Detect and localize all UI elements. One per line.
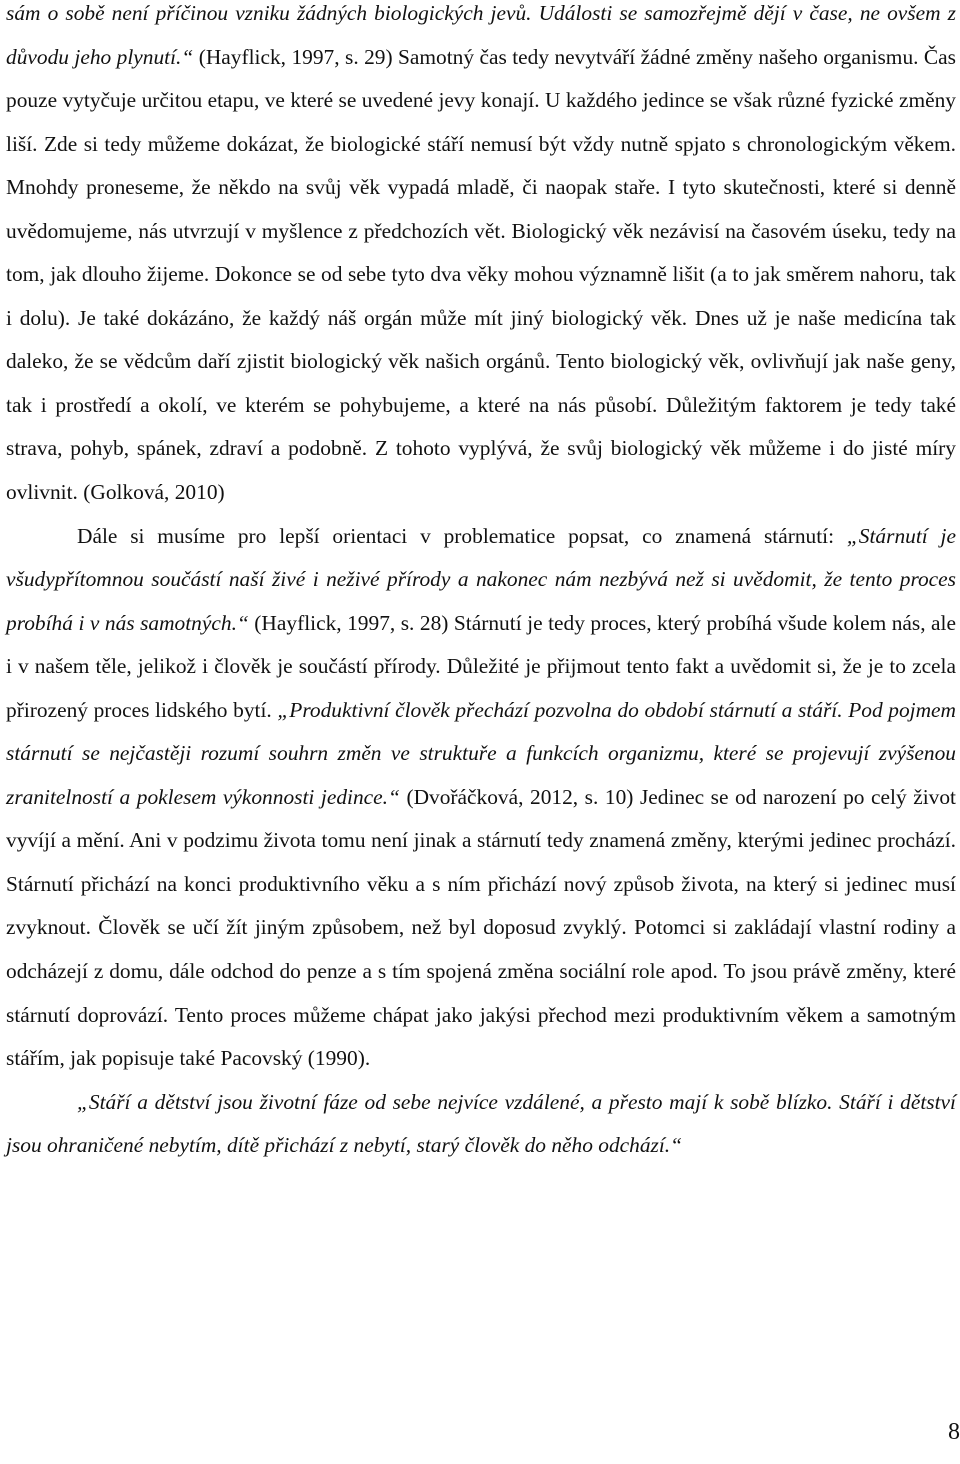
body-text: (Hayflick, 1997, s. 28) Stárnutí je tedy proces, který probíhá všude kolem nás, ale i v našem těle, jelikož i člověk je součástí přírody. Důležité je přijmout tento fakt a uvědomit si, že je to zcela přirozený proces lidského bytí. (6, 610, 956, 722)
document-page (6, 0, 956, 1464)
quote-hayflick: „Stárnutí je všudypřítomnou součástí naší živé i neživé přírody a nakonec nám nezbývá než si uvědomit, že tento proces probíhá i v nás samotných.“ (6, 523, 956, 635)
paragraph-closing-quote (6, 1081, 956, 1168)
quote-old-age-childhood: „Stáří a dětství jsou životní fáze od sebe nejvíce vzdálené, a přesto mají k sobě blízko. Stáří i dětství jsou ohraničené nebytím, dítě přichází z nebytí, starý člověk do něho odchází.“ (6, 1089, 956, 1158)
body-text: (Hayflick, 1997, s. 29) Samotný čas tedy nevytváří žádné změny našeho organismu. Čas pouze vytyčuje určitou etapu, ve které se uvedené jevy konají. U každého jedince se však různé fyzické změny liší. Zde si tedy můžeme dokázat, že biologické stáří nemusí být vždy nutně spjato s chronologickým věkem. Mnohdy proneseme, že někdo na svůj věk vypadá mladě, či naopak staře. I tyto skutečnosti, které si denně uvědomujeme, nás utvrzují v myšlence z předchozích vět. Biologický věk nezávisí na časovém úseku, tedy na tom, jak dlouho žijeme. Dokonce se od sebe tyto dva věky mohou významně lišit (a to jak směrem nahoru, tak i dolu). Je také dokázáno, že každý náš orgán může mít jiný biologický věk. Dnes už je naše medicína tak daleko, že se vědcům daří zjistit biologický věk našich orgánů. Tento biologický věk, ovlivňují jak naše geny, tak i prostředí a okolí, ve kterém se pohybujeme, a které na nás působí. Důležitým faktorem je tedy také strava, pohyb, spánek, zdraví a podobně. Z tohoto vyplývá, že svůj biologický věk můžeme i do jisté míry ovlivnit. (Golková, 2010) (6, 44, 956, 505)
paragraph-hayflick-time (6, 0, 956, 515)
body-text: (Dvořáčková, 2012, s. 10) Jedinec se od narození po celý život vyvíjí a mění. Ani v podzimu života tomu není jinak a stárnutí tedy znamená změny, kterými jedinec prochází. Stárnutí přichází na konci produktivního věku a s ním přichází nový způsob života, na který si jedinec musí zvyknout. Člověk se učí žít jiným způsobem, než byl doposud zvyklý. Potomci si zakládají vlastní rodiny a odcházejí z domu, dále odchod do penze a s tím spojená změna sociální role apod. To jsou právě změny, které stárnutí doprovází. Tento proces můžeme chápat jako jakýsi přechod mezi produktivním věkem a samotným stářím, jak popisuje také Pacovský (1990). (6, 784, 956, 1071)
page-number: 8 (948, 1419, 960, 1445)
body-text: Dále si musíme pro lepší orientaci v problematice popsat, co znamená stárnutí: (77, 523, 847, 548)
quote-dvorackova: „Produktivní člověk přechází pozvolna do období stárnutí a stáří. Pod pojmem stárnutí se nejčastěji rozumí souhrn změn ve struktuře a funkcích organizmu, které se projevují zvýšenou zranitelností a poklesem výkonnosti jedince.“ (6, 697, 956, 809)
quote-fragment: sám o sobě není příčinou vzniku žádných biologických jevů. Události se samozřejmě dějí v čase, ne ovšem z důvodu jeho plynutí.“ (6, 1, 956, 69)
paragraph-aging-definition (6, 515, 956, 1081)
